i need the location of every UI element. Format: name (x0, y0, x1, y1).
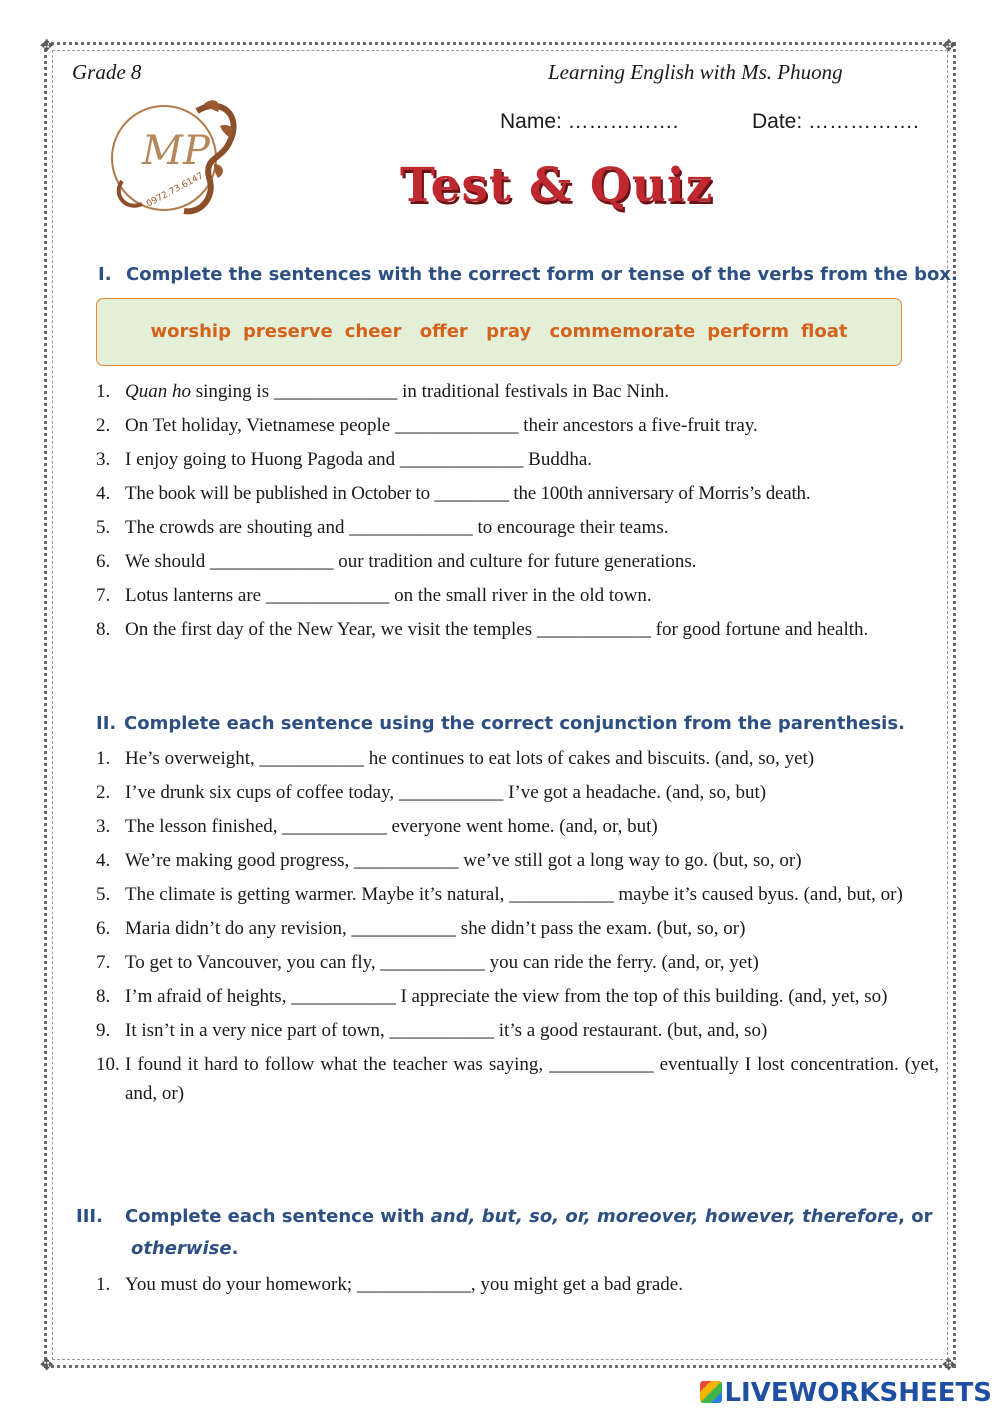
corner-ornament-icon: ✥ (40, 1355, 54, 1374)
list-item[interactable]: 8. On the first day of the New Year, we visit the temples ____________ for good fortune and health. (96, 619, 869, 640)
list-item[interactable]: 2. On Tet holiday, Vietnamese people _____________ their ancestors a five-fruit tray. (96, 415, 758, 436)
corner-ornament-icon: ✥ (942, 1355, 956, 1374)
list-item[interactable]: 4. We’re making good progress, ___________ we’ve still got a long way to go. (but, so, or) (96, 850, 802, 871)
logo-monogram: MP (142, 128, 210, 174)
list-item[interactable]: 1. Quan ho singing is _____________ in traditional festivals in Bac Ninh. (96, 381, 670, 402)
section-number: II. (96, 713, 117, 734)
liveworksheets-icon (700, 1381, 722, 1403)
list-item[interactable]: 9. It isn’t in a very nice part of town, ___________ it’s a good restaurant. (but, and, so) (96, 1020, 768, 1041)
grade-label: Grade 8 (72, 60, 142, 84)
course-label: Learning English with Ms. Phuong (548, 60, 843, 84)
list-item[interactable]: 1. He’s overweight, ___________ he continues to eat lots of cakes and biscuits. (and, so, yet) (96, 748, 815, 769)
conjunction-list: and, but, so, or, moreover, however, therefore (430, 1206, 899, 1227)
section-2-list (96, 744, 939, 1113)
word-worship: worship (150, 321, 231, 342)
corner-ornament-icon: ✥ (942, 36, 956, 55)
list-item[interactable]: 7. Lotus lanterns are _____________ on the small river in the old town. (96, 585, 652, 606)
corner-ornament-icon: ✥ (40, 36, 54, 55)
word-offer: offer (419, 321, 468, 342)
list-item[interactable]: 3. I enjoy going to Huong Pagoda and _____________ Buddha. (96, 449, 593, 470)
list-item[interactable]: 3. The lesson finished, ___________ everyone went home. (and, or, but) (96, 816, 658, 837)
section-1-list (96, 377, 939, 649)
word-box (96, 298, 902, 366)
list-item[interactable]: 8. I’m afraid of heights, ___________ I appreciate the view from the top of this building. (and, yet, so) (96, 986, 888, 1007)
page-border (44, 42, 956, 1368)
word-commemorate: commemorate (549, 321, 696, 342)
list-item[interactable]: 6. Maria didn’t do any revision, ___________ she didn’t pass the exam. (but, so, or) (96, 918, 746, 939)
list-item[interactable]: 6. We should _____________ our tradition and culture for future generations. (96, 551, 697, 572)
logo-phone: 0972.73.6147 (144, 171, 206, 210)
date-field[interactable]: Date: ……………. (752, 110, 919, 133)
section-heading-text: Complete each sentence using the correct conjunction from the parenthesis. (124, 713, 905, 734)
list-item[interactable]: 10. I found it hard to follow what the teacher was saying, ___________ eventually I lost concentration. (yet, and, or) (96, 1054, 939, 1104)
list-item[interactable]: 5. The crowds are shouting and _____________ to encourage their teams. (96, 517, 669, 538)
word-preserve: preserve (242, 321, 333, 342)
section-3-heading: III. Complete each sentence with and, but, so, or, moreover, however, therefore, or otherwise. (76, 1201, 939, 1265)
list-item[interactable]: 1. You must do your homework; ____________, you might get a bad grade. (96, 1274, 683, 1295)
section-number: I. (98, 264, 112, 285)
list-item[interactable]: 2. I’ve drunk six cups of coffee today, ___________ I’ve got a headache. (and, so, but) (96, 782, 767, 803)
word-cheer: cheer (344, 321, 402, 342)
section-heading-text: Complete the sentences with the correct form or tense of the verbs from the box. (126, 264, 958, 285)
word-float: float (801, 321, 848, 342)
list-item[interactable]: 4. The book will be published in October to ________ the 100th anniversary of Morris’s death. (96, 483, 811, 504)
section-1-heading (98, 264, 958, 285)
section-number: III. (76, 1206, 103, 1227)
term-quan-ho: Quan ho (125, 381, 191, 402)
list-item[interactable]: 7. To get to Vancouver, you can fly, ___________ you can ride the ferry. (and, or, yet) (96, 952, 759, 973)
logo-icon (102, 86, 242, 221)
list-item[interactable]: 5. The climate is getting warmer. Maybe it’s natural, ___________ maybe it’s caused byus. (and, but, or) (96, 884, 903, 905)
page-title: Test & Quiz (400, 158, 714, 213)
section-3-list (96, 1270, 939, 1304)
liveworksheets-logo[interactable]: LIVEWORKSHEETS (700, 1378, 992, 1408)
word-pray: pray (486, 321, 532, 342)
name-field[interactable]: Name: ……………. (500, 110, 679, 133)
word-perform: perform (707, 321, 789, 342)
section-2-heading (96, 713, 905, 734)
